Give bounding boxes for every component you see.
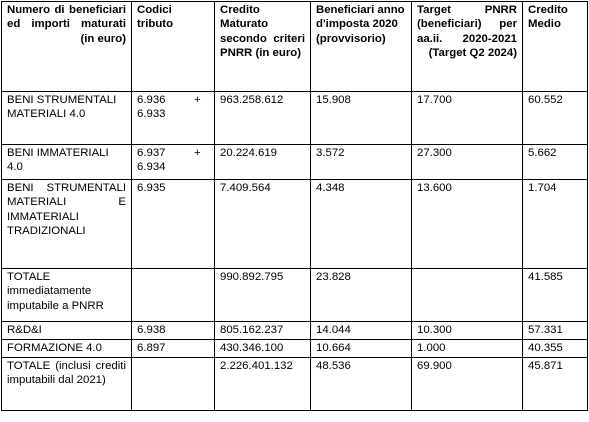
row-codici xyxy=(132,269,215,322)
row-codici xyxy=(132,358,215,411)
row-beneficiari: 48.536 xyxy=(311,358,412,411)
row-target: 69.900 xyxy=(412,358,523,411)
codici-line: 6.934 xyxy=(137,161,166,174)
codici-line: 6.933 xyxy=(137,108,166,121)
row-medio: 57.331 xyxy=(523,322,588,340)
row-credito: 990.892.795 xyxy=(215,269,311,322)
row-credito: 2.226.401.132 xyxy=(215,358,311,411)
row-credito: 430.346.100 xyxy=(215,340,311,358)
row-credito: 805.162.237 xyxy=(215,322,311,340)
header-credito-maturato: Credito Maturato secondo criteri PNRR (in euro) xyxy=(215,2,311,92)
row-target: 17.700 xyxy=(412,92,523,145)
codici-line: 6.936 + xyxy=(137,94,201,106)
row-target: 1.000 xyxy=(412,340,523,358)
row-codici: 6.935 xyxy=(132,180,215,269)
header-target-pnrr: Target PNRR (beneficiari) per aa.ii. 2020-2021 (Target Q2 2024) xyxy=(412,2,523,92)
codici-line: 6.937 + xyxy=(137,147,201,159)
table-row xyxy=(2,145,588,180)
row-target xyxy=(412,269,523,322)
row-beneficiari: 10.664 xyxy=(311,340,412,358)
row-beneficiari: 4.348 xyxy=(311,180,412,269)
header-beneficiari-anno: Beneficiari anno d'imposta 2020 (provvisorio) xyxy=(311,2,412,92)
row-beneficiari: 3.572 xyxy=(311,145,412,180)
row-beneficiari: 15.908 xyxy=(311,92,412,145)
row-label: FORMAZIONE 4.0 xyxy=(2,340,132,358)
row-target: 13.600 xyxy=(412,180,523,269)
row-label: R&D&I xyxy=(2,322,132,340)
row-medio: 5.662 xyxy=(523,145,588,180)
row-credito: 963.258.612 xyxy=(215,92,311,145)
row-medio: 40.355 xyxy=(523,340,588,358)
beneficiari-table xyxy=(1,1,588,411)
row-label: TOTALE (inclusi crediti imputabili dal 2021) xyxy=(2,358,132,411)
row-medio: 60.552 xyxy=(523,92,588,145)
row-codici xyxy=(132,145,215,180)
row-credito: 7.409.564 xyxy=(215,180,311,269)
table-row xyxy=(2,92,588,145)
row-medio: 41.585 xyxy=(523,269,588,322)
header-credito-medio: Credito Medio xyxy=(523,2,588,92)
row-medio: 1.704 xyxy=(523,180,588,269)
table-row xyxy=(2,322,588,340)
table-row xyxy=(2,269,588,322)
row-target: 27.300 xyxy=(412,145,523,180)
row-beneficiari: 14.044 xyxy=(311,322,412,340)
row-label: BENI STRUMENTALI MATERIALI E IMMATERIALI TRADIZIONALI xyxy=(2,180,132,269)
table-row xyxy=(2,358,588,411)
row-label: TOTALE immediatamente imputabile a PNRR xyxy=(2,269,132,322)
header-row xyxy=(2,2,588,92)
row-codici: 6.897 xyxy=(132,340,215,358)
row-medio: 45.871 xyxy=(523,358,588,411)
header-numero-beneficiari: Numero di beneficiari ed importi maturati (in euro) xyxy=(2,2,132,92)
row-credito: 20.224.619 xyxy=(215,145,311,180)
row-beneficiari: 23.828 xyxy=(311,269,412,322)
table-row xyxy=(2,180,588,269)
row-codici xyxy=(132,92,215,145)
row-target: 10.300 xyxy=(412,322,523,340)
header-codici-tributo: Codici tributo xyxy=(132,2,215,92)
table-row xyxy=(2,340,588,358)
row-label: BENI STRUMENTALI MATERIALI 4.0 xyxy=(2,92,132,145)
row-label: BENI IMMATERIALI 4.0 xyxy=(2,145,132,180)
row-codici: 6.938 xyxy=(132,322,215,340)
